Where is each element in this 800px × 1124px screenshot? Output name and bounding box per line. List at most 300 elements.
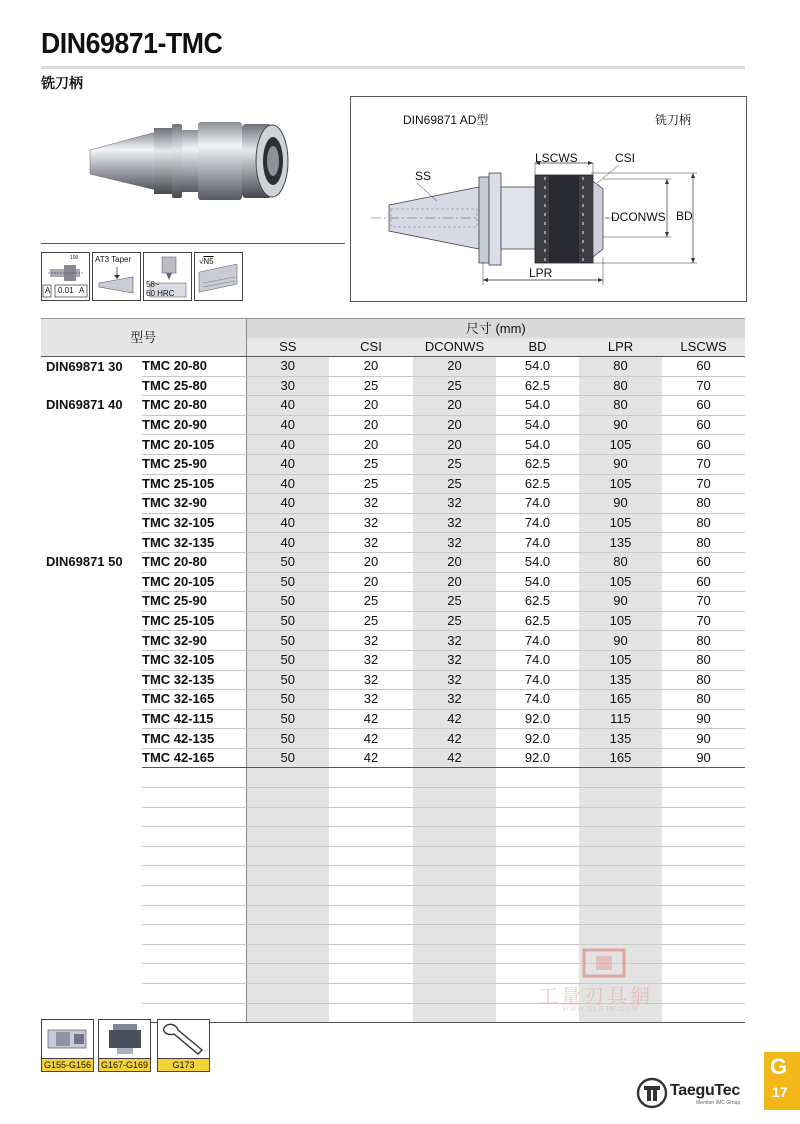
ss-cell: 50 (246, 592, 329, 612)
empty-cell (413, 866, 496, 886)
runout-ref-b: A (79, 286, 85, 295)
lscws-cell: 80 (662, 494, 745, 514)
series-cell (41, 454, 142, 474)
empty-cell (329, 846, 413, 866)
series-cell (41, 611, 142, 631)
brand-subline: Member IMC Group (696, 1100, 741, 1106)
empty-model-cell (142, 886, 246, 906)
empty-cell (496, 788, 579, 808)
lpr-cell: 165 (579, 748, 662, 768)
empty-model-cell (142, 925, 246, 945)
empty-row (41, 827, 745, 847)
lpr-cell: 90 (579, 631, 662, 651)
dconws-cell: 42 (413, 709, 496, 729)
dconws-cell: 20 (413, 552, 496, 572)
empty-cell (496, 886, 579, 906)
ss-cell: 50 (246, 670, 329, 690)
bd-cell: 54.0 (496, 357, 579, 377)
empty-cell (662, 925, 745, 945)
empty-series-cell (41, 886, 142, 906)
empty-cell (246, 846, 329, 866)
dimension-header: 尺寸 (mm) (246, 319, 745, 339)
bd-cell: 92.0 (496, 748, 579, 768)
series-cell (41, 709, 142, 729)
empty-row (41, 866, 745, 886)
brand-name: TaeguTec (670, 1082, 740, 1099)
ref-wrench-label: G173 (158, 1058, 209, 1071)
empty-cell (496, 866, 579, 886)
model-cell: TMC 42-135 (142, 729, 246, 749)
empty-cell (246, 905, 329, 925)
empty-series-cell (41, 925, 142, 945)
dconws-cell: 32 (413, 650, 496, 670)
bd-cell: 62.5 (496, 474, 579, 494)
empty-cell (662, 788, 745, 808)
csi-cell: 32 (329, 670, 413, 690)
empty-series-cell (41, 944, 142, 964)
series-cell (41, 670, 142, 690)
table-row (41, 631, 745, 651)
empty-series-cell (41, 964, 142, 984)
empty-cell (413, 984, 496, 1004)
dimension-diagram (350, 96, 747, 302)
empty-cell (329, 886, 413, 906)
model-cell: TMC 25-80 (142, 376, 246, 396)
lpr-cell: 165 (579, 690, 662, 710)
label-ss: SS (415, 169, 432, 183)
series-cell (41, 474, 142, 494)
bd-cell: 54.0 (496, 572, 579, 592)
empty-series-cell (41, 905, 142, 925)
empty-cell (329, 1003, 413, 1023)
dconws-cell: 42 (413, 748, 496, 768)
csi-cell: 20 (329, 572, 413, 592)
surface-finish-label: √N5 (199, 257, 214, 266)
empty-cell (662, 827, 745, 847)
watermark (538, 946, 678, 1021)
empty-cell (246, 1003, 329, 1023)
model-cell: TMC 20-80 (142, 396, 246, 416)
lscws-cell: 80 (662, 650, 745, 670)
csi-cell: 32 (329, 494, 413, 514)
empty-cell (579, 788, 662, 808)
dconws-cell: 20 (413, 415, 496, 435)
page-tab (764, 1052, 800, 1110)
model-cell: TMC 20-90 (142, 415, 246, 435)
surface-finish-value: N5 (203, 257, 214, 266)
empty-cell (496, 827, 579, 847)
section-letter: G (770, 1054, 788, 1079)
csi-cell: 25 (329, 611, 413, 631)
lscws-cell: 70 (662, 592, 745, 612)
model-cell: TMC 32-90 (142, 631, 246, 651)
csi-cell: 25 (329, 454, 413, 474)
ss-cell: 50 (246, 572, 329, 592)
empty-cell (413, 905, 496, 925)
dconws-cell: 20 (413, 396, 496, 416)
label-dconws: DCONWS (611, 210, 666, 224)
brand-logo (636, 1075, 756, 1111)
empty-cell (662, 905, 745, 925)
lpr-cell: 105 (579, 650, 662, 670)
table-header-row (41, 319, 745, 339)
label-bd: BD (676, 209, 693, 223)
empty-model-cell (142, 768, 246, 788)
col-ss: SS (246, 338, 329, 357)
empty-cell (329, 964, 413, 984)
dconws-cell: 42 (413, 729, 496, 749)
empty-row (41, 846, 745, 866)
dconws-cell: 32 (413, 494, 496, 514)
csi-cell: 20 (329, 396, 413, 416)
csi-cell: 25 (329, 376, 413, 396)
dconws-cell: 32 (413, 690, 496, 710)
label-lpr: LPR (529, 266, 553, 280)
empty-cell (662, 768, 745, 788)
watermark-text: 工量刃具網 (538, 984, 653, 1008)
empty-series-cell (41, 807, 142, 827)
lpr-cell: 105 (579, 611, 662, 631)
csi-cell: 32 (329, 690, 413, 710)
runout-tolerance: 0.01 (58, 286, 74, 295)
csi-cell: 42 (329, 729, 413, 749)
empty-model-cell (142, 846, 246, 866)
lpr-cell: 105 (579, 513, 662, 533)
series-cell: DIN69871 30 (46, 358, 123, 374)
empty-row (41, 768, 745, 788)
lscws-cell: 80 (662, 533, 745, 553)
ss-cell: 40 (246, 474, 329, 494)
runout-icon (41, 252, 90, 301)
dconws-cell: 25 (413, 611, 496, 631)
lpr-cell: 135 (579, 729, 662, 749)
product-photo (86, 112, 296, 212)
dconws-cell: 25 (413, 592, 496, 612)
bd-cell: 74.0 (496, 670, 579, 690)
bd-cell: 54.0 (496, 396, 579, 416)
model-cell: TMC 42-115 (142, 709, 246, 729)
table-row (41, 572, 745, 592)
table-row (41, 435, 745, 455)
dconws-cell: 20 (413, 435, 496, 455)
table-row (41, 474, 745, 494)
ss-cell: 50 (246, 631, 329, 651)
empty-cell (329, 807, 413, 827)
model-cell: TMC 25-90 (142, 454, 246, 474)
ss-cell: 50 (246, 611, 329, 631)
page-title: DIN69871-TMC (41, 28, 223, 60)
empty-cell (413, 886, 496, 906)
empty-cell (496, 807, 579, 827)
lpr-cell: 80 (579, 357, 662, 377)
empty-cell (579, 905, 662, 925)
lscws-cell: 80 (662, 670, 745, 690)
empty-cell (413, 827, 496, 847)
taper-icon (92, 252, 141, 301)
ss-cell: 40 (246, 415, 329, 435)
ss-cell: 50 (246, 709, 329, 729)
empty-cell (329, 827, 413, 847)
empty-model-cell (142, 807, 246, 827)
ss-cell: 40 (246, 454, 329, 474)
page-subtitle: 铣刀柄 (41, 75, 83, 91)
bd-cell: 74.0 (496, 631, 579, 651)
empty-model-cell (142, 964, 246, 984)
series-cell (41, 513, 142, 533)
lscws-cell: 70 (662, 376, 745, 396)
label-lscws: LSCWS (535, 151, 578, 165)
empty-cell (329, 944, 413, 964)
table-row (41, 513, 745, 533)
model-cell: TMC 20-80 (142, 552, 246, 572)
ref-holder[interactable] (98, 1019, 151, 1072)
label-csi: CSI (615, 151, 636, 165)
csi-cell: 32 (329, 533, 413, 553)
empty-cell (413, 807, 496, 827)
lpr-cell: 90 (579, 454, 662, 474)
col-csi: CSI (329, 338, 413, 357)
table-row (41, 690, 745, 710)
empty-series-cell (41, 866, 142, 886)
table-row (41, 494, 745, 514)
model-cell: TMC 20-105 (142, 572, 246, 592)
empty-cell (413, 788, 496, 808)
empty-row (41, 925, 745, 945)
series-cell (41, 533, 142, 553)
series-cell (41, 748, 142, 768)
empty-cell (246, 984, 329, 1004)
bd-cell: 62.5 (496, 376, 579, 396)
lpr-cell: 135 (579, 670, 662, 690)
ss-cell: 50 (246, 552, 329, 572)
page-number: 17 (772, 1084, 788, 1100)
lpr-cell: 90 (579, 592, 662, 612)
empty-cell (579, 886, 662, 906)
table-row (41, 357, 745, 377)
bd-cell: 74.0 (496, 513, 579, 533)
lpr-cell: 105 (579, 474, 662, 494)
ss-cell: 50 (246, 729, 329, 749)
table-row (41, 729, 745, 749)
csi-cell: 32 (329, 631, 413, 651)
table-row (41, 611, 745, 631)
ref-holder-label: G167-G169 (100, 1060, 149, 1070)
runout-ref-a: A (45, 286, 51, 295)
csi-cell: 20 (329, 435, 413, 455)
dconws-cell: 20 (413, 572, 496, 592)
collet-icon (42, 1020, 93, 1058)
series-cell (41, 631, 142, 651)
empty-cell (496, 925, 579, 945)
lscws-cell: 70 (662, 611, 745, 631)
ss-cell: 40 (246, 533, 329, 553)
model-cell: TMC 20-105 (142, 435, 246, 455)
empty-cell (329, 866, 413, 886)
lpr-cell: 90 (579, 494, 662, 514)
empty-series-cell (41, 984, 142, 1004)
holder-icon (99, 1020, 150, 1058)
empty-cell (413, 925, 496, 945)
ref-collet[interactable] (41, 1019, 94, 1072)
col-lscws: LSCWS (662, 338, 745, 357)
bd-cell: 62.5 (496, 611, 579, 631)
series-cell (41, 435, 142, 455)
csi-cell: 20 (329, 415, 413, 435)
empty-cell (413, 768, 496, 788)
empty-cell (329, 925, 413, 945)
hardness-icon (143, 252, 192, 301)
dconws-cell: 32 (413, 670, 496, 690)
lpr-cell: 80 (579, 376, 662, 396)
lscws-cell: 60 (662, 396, 745, 416)
watermark-logo (580, 946, 640, 980)
dconws-cell: 32 (413, 513, 496, 533)
hardness-line1: 58~ (146, 280, 160, 289)
col-lpr: LPR (579, 338, 662, 357)
bd-cell: 62.5 (496, 454, 579, 474)
bd-cell: 74.0 (496, 533, 579, 553)
dconws-cell: 20 (413, 357, 496, 377)
lscws-cell: 90 (662, 729, 745, 749)
empty-cell (579, 846, 662, 866)
model-cell: TMC 32-165 (142, 690, 246, 710)
bd-cell: 74.0 (496, 494, 579, 514)
empty-cell (662, 846, 745, 866)
empty-cell (496, 768, 579, 788)
dconws-cell: 25 (413, 376, 496, 396)
empty-row (41, 886, 745, 906)
lscws-cell: 80 (662, 690, 745, 710)
title-divider (41, 66, 745, 69)
series-cell (41, 592, 142, 612)
series-cell: DIN69871 50 (46, 554, 123, 570)
ss-cell: 30 (246, 357, 329, 377)
series-cell (41, 690, 142, 710)
empty-cell (246, 886, 329, 906)
lscws-cell: 90 (662, 709, 745, 729)
csi-cell: 25 (329, 474, 413, 494)
col-dconws: DCONWS (413, 338, 496, 357)
empty-cell (329, 788, 413, 808)
model-cell: TMC 25-90 (142, 592, 246, 612)
lpr-cell: 80 (579, 552, 662, 572)
empty-cell (329, 768, 413, 788)
series-cell (41, 572, 142, 592)
empty-cell (246, 807, 329, 827)
empty-cell (329, 984, 413, 1004)
empty-cell (246, 788, 329, 808)
empty-cell (662, 866, 745, 886)
model-cell: TMC 25-105 (142, 474, 246, 494)
dconws-cell: 25 (413, 454, 496, 474)
empty-model-cell (142, 944, 246, 964)
empty-cell (246, 866, 329, 886)
table-row (41, 709, 745, 729)
csi-cell: 42 (329, 709, 413, 729)
taper-label: AT3 Taper (95, 255, 132, 264)
empty-model-cell (142, 866, 246, 886)
ref-wrench[interactable] (157, 1019, 210, 1072)
lscws-cell: 80 (662, 513, 745, 533)
model-cell: TMC 32-105 (142, 650, 246, 670)
ss-cell: 50 (246, 650, 329, 670)
empty-series-cell (41, 846, 142, 866)
watermark-url: WWW.GLRJW.COM (562, 1006, 639, 1013)
bd-cell: 74.0 (496, 690, 579, 710)
empty-cell (413, 944, 496, 964)
table-row (41, 415, 745, 435)
empty-cell (413, 1003, 496, 1023)
ss-cell: 50 (246, 748, 329, 768)
empty-series-cell (41, 768, 142, 788)
model-cell: TMC 25-105 (142, 611, 246, 631)
bd-cell: 74.0 (496, 650, 579, 670)
lpr-cell: 80 (579, 396, 662, 416)
runout-length: 100 (70, 255, 79, 261)
empty-cell (246, 944, 329, 964)
ss-cell: 40 (246, 513, 329, 533)
model-cell: TMC 42-165 (142, 748, 246, 768)
csi-cell: 42 (329, 748, 413, 768)
csi-cell: 25 (329, 592, 413, 612)
empty-cell (246, 925, 329, 945)
model-header: 型号 (41, 319, 246, 357)
empty-cell (579, 768, 662, 788)
ss-cell: 30 (246, 376, 329, 396)
empty-series-cell (41, 827, 142, 847)
lpr-cell: 135 (579, 533, 662, 553)
model-cell: TMC 32-135 (142, 670, 246, 690)
series-cell (41, 376, 142, 396)
empty-cell (496, 905, 579, 925)
table-body (41, 357, 745, 1023)
empty-row (41, 807, 745, 827)
csi-cell: 20 (329, 552, 413, 572)
hardness-line2: 60 HRC (146, 289, 175, 298)
lscws-cell: 60 (662, 357, 745, 377)
bd-cell: 54.0 (496, 415, 579, 435)
empty-cell (662, 807, 745, 827)
wrench-icon (158, 1020, 209, 1058)
ref-collet-label: G155-G156 (43, 1060, 92, 1070)
dconws-cell: 32 (413, 533, 496, 553)
empty-cell (579, 827, 662, 847)
table-row (41, 376, 745, 396)
series-cell (41, 650, 142, 670)
bd-cell: 92.0 (496, 729, 579, 749)
csi-cell: 20 (329, 357, 413, 377)
lpr-cell: 90 (579, 415, 662, 435)
empty-cell (246, 768, 329, 788)
dconws-cell: 25 (413, 474, 496, 494)
empty-cell (246, 964, 329, 984)
model-cell: TMC 20-80 (142, 357, 246, 377)
bd-cell: 54.0 (496, 435, 579, 455)
empty-model-cell (142, 905, 246, 925)
lpr-cell: 115 (579, 709, 662, 729)
empty-cell (579, 866, 662, 886)
series-cell (41, 415, 142, 435)
empty-cell (662, 886, 745, 906)
lscws-cell: 70 (662, 454, 745, 474)
lscws-cell: 60 (662, 572, 745, 592)
empty-model-cell (142, 827, 246, 847)
ss-cell: 50 (246, 690, 329, 710)
empty-cell (579, 925, 662, 945)
model-cell: TMC 32-105 (142, 513, 246, 533)
empty-cell (579, 807, 662, 827)
csi-cell: 32 (329, 513, 413, 533)
